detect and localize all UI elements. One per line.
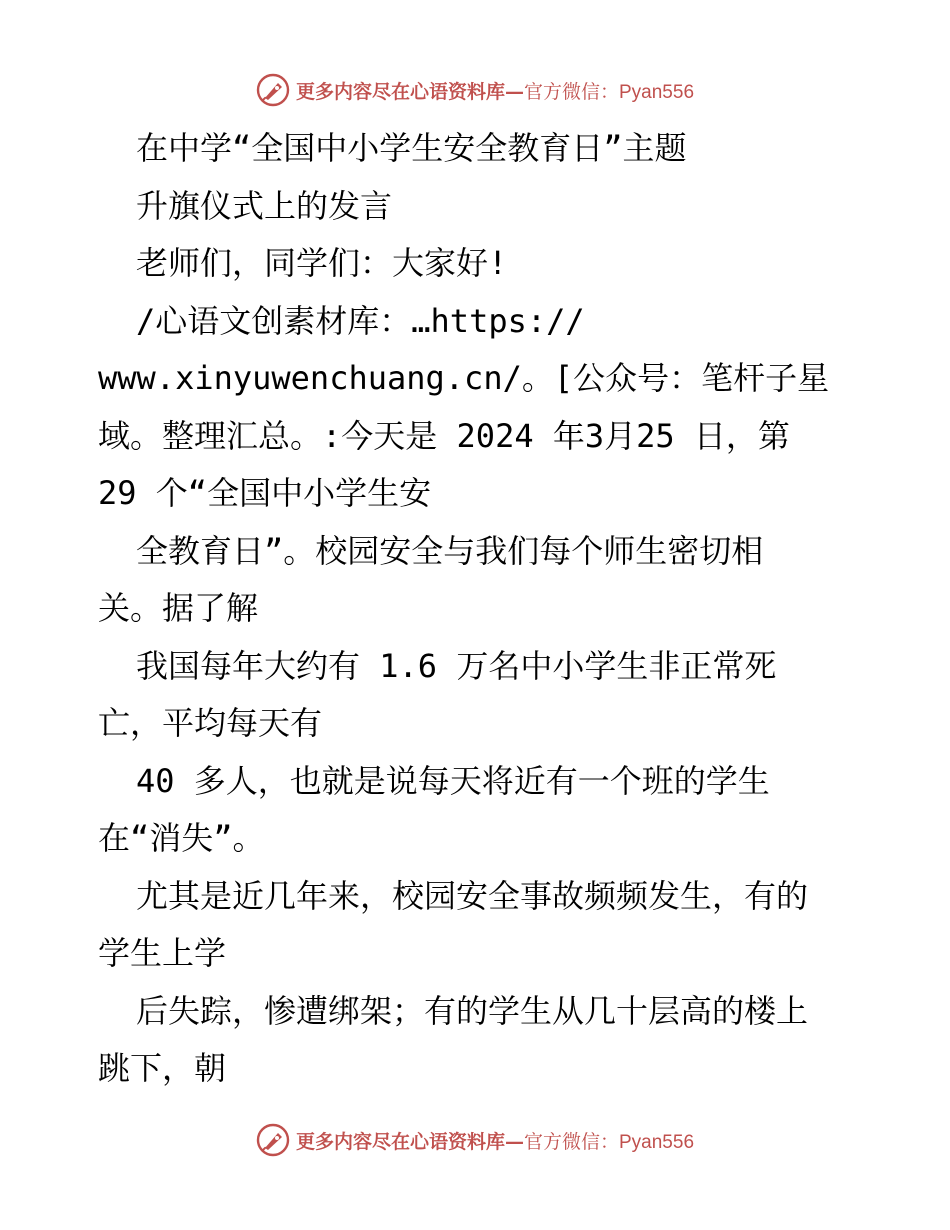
pen-nib-logo-icon [256,1123,290,1157]
footer-watermark [0,1120,950,1160]
text-line: 尤其是近几年来，校园安全事故频频发生，有的 [136,876,809,915]
text-line: 亡，平均每天有 [98,704,323,742]
watermark-separator: — [505,1130,524,1153]
watermark-site-text: 更多内容尽在心语资料库 [295,80,505,103]
text-line: 跳下，朝 [98,1049,227,1087]
pen-nib-logo-icon [256,73,290,107]
text-line: 在中学“全国中小学生安全教育日”主题 [136,129,687,167]
text-line: /心语文创素材库：…https:// [136,301,585,340]
text-line: 老师们，同学们：大家好! [136,244,508,282]
text-line: 学生上学 [98,934,227,972]
text-line: 40 多人，也就是说每天将近有一个班的学生 [136,761,770,800]
text-line: 我国每年大约有 1.6 万名中小学生非正常死 [136,646,777,685]
text-line: 域。整理汇总。:今天是 2024 年3月25 日，第 [98,416,790,455]
text-line: 升旗仪式上的发言 [136,186,393,225]
header-watermark [0,70,950,110]
watermark-text [296,1127,694,1154]
text-line: 在“消失”。 [98,819,265,857]
watermark-contact: 官方微信：Pyan556 [524,81,695,103]
text-line: 后失踪，惨遭绑架；有的学生从几十层高的楼上 [136,991,809,1030]
text-line: 全教育日”。校园安全与我们每个师生密切相 [136,531,764,570]
watermark-site-text: 更多内容尽在心语资料库 [295,1130,505,1153]
text-line: www.xinyuwenchuang.cn/。[公众号：笔杆子星 [98,359,830,397]
watermark-contact: 官方微信：Pyan556 [524,1131,695,1153]
text-line: 关。据了解 [98,589,259,627]
watermark-text [296,77,694,104]
watermark-separator: — [505,80,524,103]
text-line: 29 个“全国中小学生安 [98,474,432,512]
document-body [98,120,898,1098]
